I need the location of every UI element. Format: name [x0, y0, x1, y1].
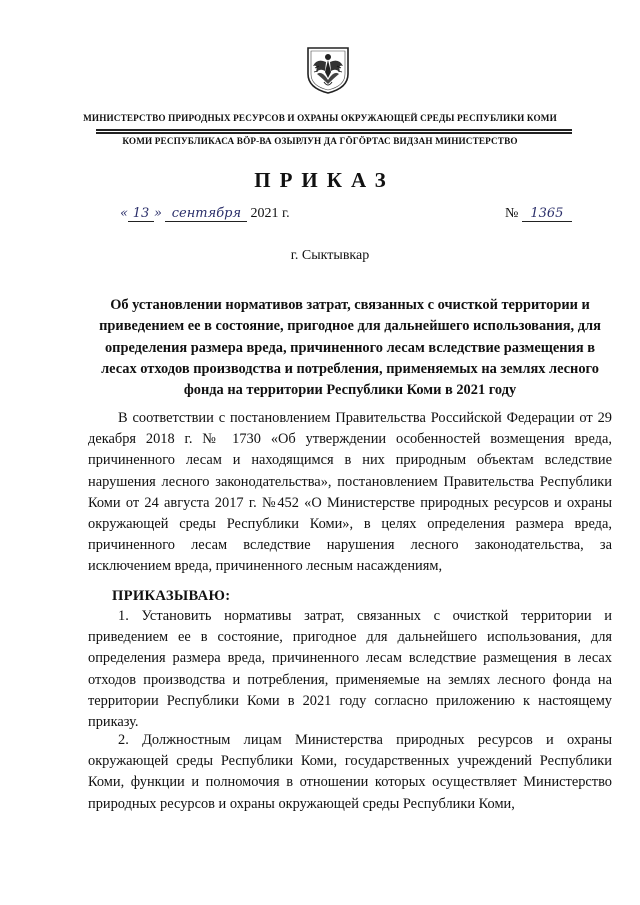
document-city: г. Сыктывкар: [290, 248, 370, 263]
header-divider-bottom: [96, 132, 572, 134]
document-date: [120, 206, 290, 222]
ministry-name-russian: МИНИСТЕРСТВО ПРИРОДНЫХ РЕСУРСОВ И ОХРАНЫ ОКРУЖАЮЩЕЙ СРЕДЫ РЕСПУБЛИКИ КОМИ: [83, 113, 557, 123]
document-number: 1365: [522, 206, 572, 222]
order-item-2: 2. Должностным лицам Министерства природных ресурсов и охраны окружающей среды Республики Коми, государственных учреждений Республики Коми, функции и полномочия в отношении которых осуществляет Министерство природных ресурсов и охраны окружающей среды Республики Коми,: [88, 732, 612, 812]
ministry-name-komi: КОМИ РЕСПУБЛИКАСА ВӦР-ВА ОЗЫРЛУН ДА ГӦГӦРТАС ВИДЗАН МИНИСТЕРСТВО: [122, 136, 518, 146]
komi-republic-emblem-icon: [304, 44, 352, 94]
date-open-quote: «: [120, 206, 128, 221]
document-type-title: ПРИКАЗ: [254, 168, 395, 192]
number-label: №: [505, 206, 519, 221]
order-item-1: 1. Установить нормативы затрат, связанных с очисткой территории и приведением ее в состояние, пригодное для дальнейшего использования, для определения размера вреда, причиненного лесам вследствие размещения в лесах отходов производства и потребления, применяемые на землях лесного фонда на территории Республики Коми в 2021 году согласно приложению к настоящему приказу.: [88, 608, 612, 731]
date-close-quote: »: [153, 206, 162, 221]
date-day: 13: [128, 206, 154, 222]
header-divider-top: [96, 129, 572, 131]
document-number-row: [505, 206, 572, 222]
date-year: 2021 г.: [250, 206, 290, 221]
document-subject: Об установлении нормативов затрат, связанных с очисткой территории и приведением ее в состояние, пригодное для дальнейшего использования, для определения размера вреда, причиненного лесам вследствие размещения в лесах отходов производства и потребления, применяемых на землях лесного фонда на территории Республики Коми в 2021 году: [99, 297, 601, 399]
preamble-paragraph: В соответствии с постановлением Правительства Российской Федерации от 29 декабря 2018 г. № 1730 «Об утверждении особенностей возмещения вреда, причиненного лесам и находящимся в них природным объектам вследствие нарушения лесного законодательства», постановлением Правительства Республики Коми от 24 августа 2017 г. №452 «О Министерстве природных ресурсов и охраны окружающей среды Республики Коми», в целях определения размера вреда, причиненного лесам вследствие нарушения лесного законодательства, за исключением вреда, причиненного лесным насаждениям,: [88, 410, 612, 575]
order-heading: ПРИКАЗЫВАЮ:: [112, 588, 231, 604]
date-month: сентября: [165, 206, 247, 222]
